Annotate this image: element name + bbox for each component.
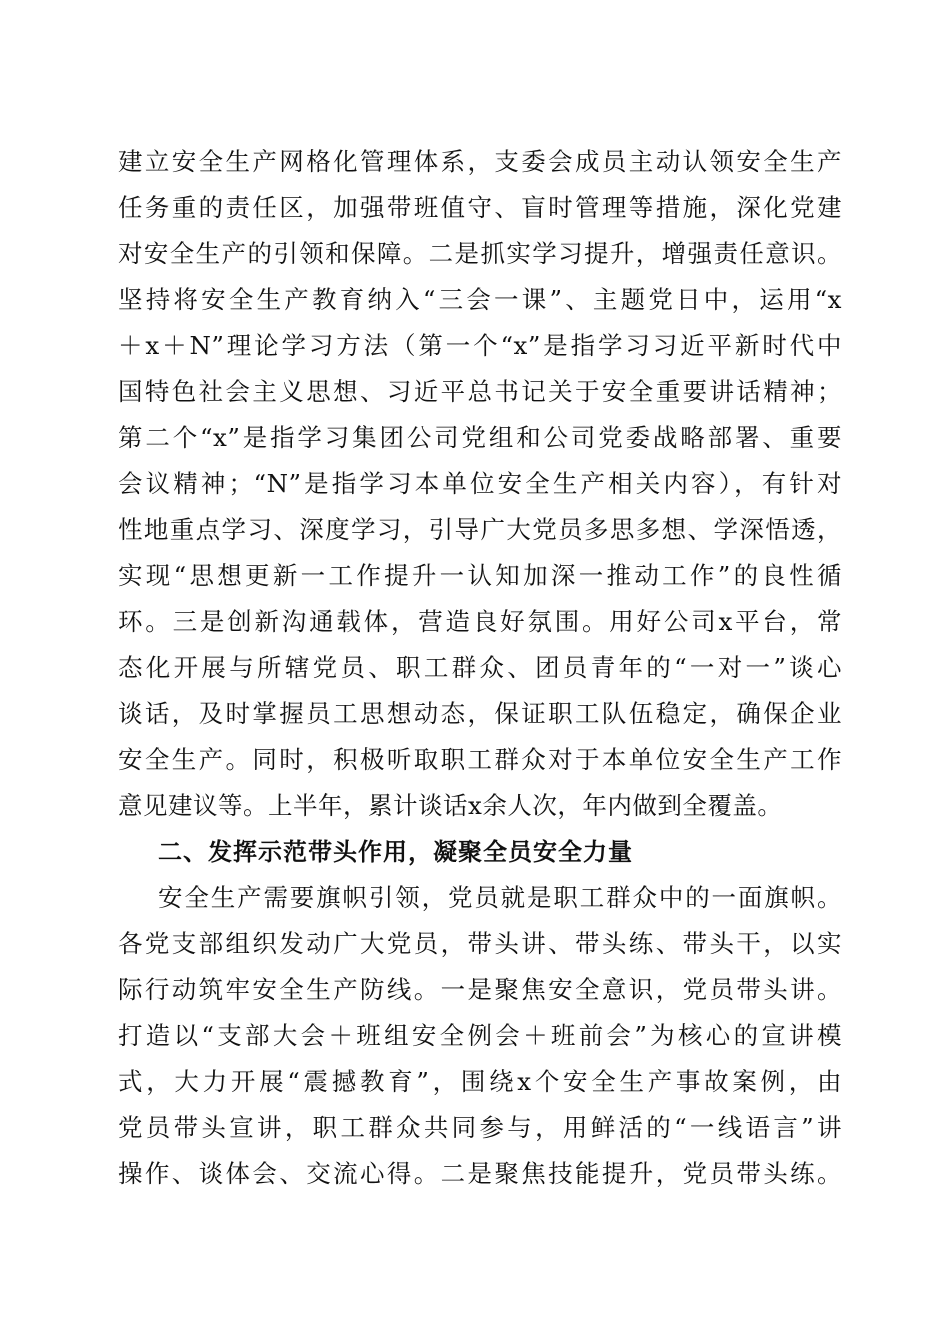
paragraph-1-line-7: 第二个“x”是指学习集团公司党组和公司党委战略部署、重要	[118, 423, 842, 452]
paragraph-1-line-10: 实现“思想更新一工作提升一认知加深一推动工作”的良性循	[118, 561, 842, 590]
paragraph-1-line-5: ＋x＋N”理论学习方法（第一个“x”是指学习习近平新时代中	[118, 331, 842, 360]
paragraph-1-line-8: 会议精神；“N”是指学习本单位安全生产相关内容），有针对	[118, 469, 842, 498]
paragraph-1-line-11: 环。三是创新沟通载体，营造良好氛围。用好公司x平台，常	[118, 607, 842, 636]
paragraph-1-line-4: 坚持将安全生产教育纳入“三会一课”、主题党日中，运用“x	[118, 285, 842, 314]
paragraph-1-line-15: 意见建议等。上半年，累计谈话x余人次，年内做到全覆盖。	[118, 791, 783, 820]
paragraph-2-line-7: 操作、谈体会、交流心得。二是聚焦技能提升，党员带头练。	[118, 1159, 842, 1188]
paragraph-2-line-6: 党员带头宣讲，职工群众共同参与，用鲜活的“一线语言”讲	[118, 1113, 842, 1142]
paragraph-1-line-2: 任务重的责任区，加强带班值守、盲时管理等措施，深化党建	[118, 193, 842, 222]
paragraph-1-line-13: 谈话，及时掌握员工思想动态，保证职工队伍稳定，确保企业	[118, 699, 842, 728]
paragraph-1-line-9: 性地重点学习、深度学习，引导广大党员多思多想、学深悟透，	[118, 515, 842, 544]
paragraph-2-line-1: 安全生产需要旗帜引领，党员就是职工群众中的一面旗帜。	[158, 883, 842, 912]
paragraph-1-line-12: 态化开展与所辖党员、职工群众、团员青年的“一对一”谈心	[118, 653, 842, 682]
paragraph-1-line-3: 对安全生产的引领和保障。二是抓实学习提升，增强责任意识。	[118, 239, 842, 268]
paragraph-1-line-6: 国特色社会主义思想、习近平总书记关于安全重要讲话精神；	[118, 377, 842, 406]
paragraph-2-line-3: 际行动筑牢安全生产防线。一是聚焦安全意识，党员带头讲。	[118, 975, 842, 1004]
section-heading: 二、发挥示范带头作用，凝聚全员安全力量	[158, 838, 633, 866]
paragraph-1-line-14: 安全生产。同时，积极听取职工群众对于本单位安全生产工作	[118, 745, 842, 774]
paragraph-2-line-2: 各党支部组织发动广大党员，带头讲、带头练、带头干，以实	[118, 929, 842, 958]
paragraph-2-line-4: 打造以“支部大会＋班组安全例会＋班前会”为核心的宣讲模	[118, 1021, 842, 1050]
paragraph-1-line-1: 建立安全生产网格化管理体系，支委会成员主动认领安全生产	[118, 147, 842, 176]
paragraph-2-line-5: 式，大力开展“震撼教育”，围绕x个安全生产事故案例，由	[118, 1067, 842, 1096]
